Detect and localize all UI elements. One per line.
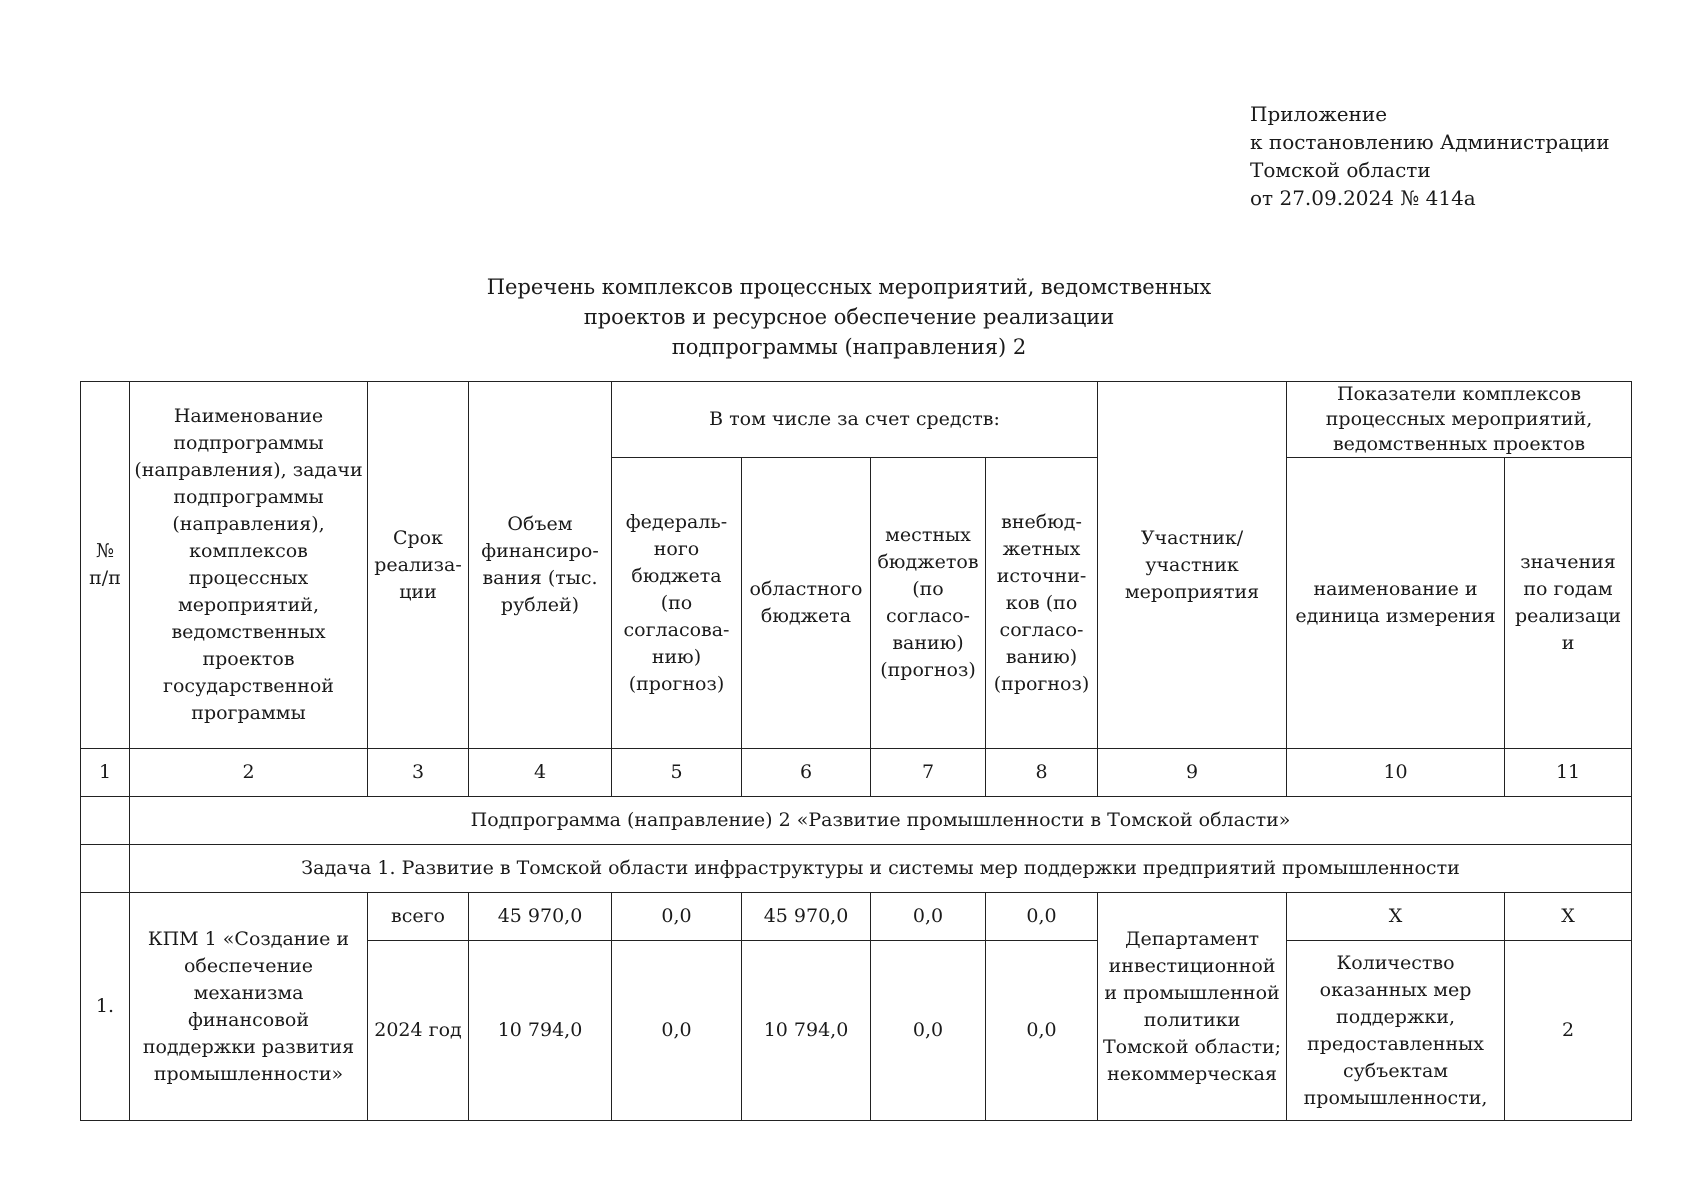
header-extra: внебюд-жетных источни-ков (по согласо-ванию) (прогноз) [986,458,1098,749]
appendix-line-3: Томской области [1250,158,1431,182]
col-number: 5 [612,749,742,797]
row-federal-2024: 0,0 [612,941,742,1121]
row-extra-total: 0,0 [986,893,1098,941]
appendix-line-1: Приложение [1250,102,1388,126]
col-number: 6 [742,749,871,797]
row-indicator-value-2024: 2 [1505,941,1632,1121]
title-line-2: проектов и ресурсное обеспечение реализации [583,305,1115,329]
header-num: № п/п [81,382,130,749]
appendix-line-2: к постановлению Администрации [1250,130,1610,154]
row-term-2024: 2024 год [368,941,469,1121]
subprogram-row [81,797,1632,845]
header-term: Срок реализа-ции [368,382,469,749]
row-extra-2024: 0,0 [986,941,1098,1121]
title-line-3: подпрограммы (направления) 2 [671,335,1027,359]
row-federal-total: 0,0 [612,893,742,941]
title-line-1: Перечень комплексов процессных мероприятий, ведомственных [486,275,1212,299]
task-title: Задача 1. Развитие в Томской области инфраструктуры и системы мер поддержки предприятий промышленности [130,845,1632,893]
row-local-2024: 0,0 [871,941,986,1121]
appendix-block [1250,100,1610,212]
header-name: Наименование подпрограммы (направления), задачи подпрограммы (направления), комплексов процессных мероприятий, ведомственных проектов государственной программы [130,382,368,749]
header-indicators: Показатели комплексов процессных мероприятий, ведомственных проектов [1287,382,1632,458]
col-number: 2 [130,749,368,797]
col-number: 10 [1287,749,1505,797]
row-regional-2024: 10 794,0 [742,941,871,1121]
program-table [80,381,1632,1121]
row-indicator-name-total: Х [1287,893,1505,941]
header-indicator-values: значения по годам реализации [1505,458,1632,749]
header-federal: федераль-ного бюджета (по согласова-нию) (прогноз) [612,458,742,749]
header-including: В том числе за счет средств: [612,382,1098,458]
subprogram-title: Подпрограмма (направление) 2 «Развитие промышленности в Томской области» [130,797,1632,845]
row-volume-total: 45 970,0 [469,893,612,941]
header-indicator-name: наименование и единица измерения [1287,458,1505,749]
row-participant: Департамент инвестиционной и промышленной политики Томской области; некоммерческая [1098,893,1287,1121]
row-indicator-name-2024: Количество оказанных мер поддержки, предоставленных субъектам промышленности, [1287,941,1505,1121]
row-term-total: всего [368,893,469,941]
appendix-line-4: от 27.09.2024 № 414а [1250,186,1476,210]
header-regional: областного бюджета [742,458,871,749]
col-number: 9 [1098,749,1287,797]
row-local-total: 0,0 [871,893,986,941]
column-number-row [81,749,1632,797]
col-number: 8 [986,749,1098,797]
row-name: КПМ 1 «Создание и обеспечение механизма финансовой поддержки развития промышленности» [130,893,368,1121]
col-number: 4 [469,749,612,797]
header-local: местных бюджетов (по согласо-ванию) (прогноз) [871,458,986,749]
col-number: 7 [871,749,986,797]
row-volume-2024: 10 794,0 [469,941,612,1121]
task-row [81,845,1632,893]
header-volume: Объем финансиро-вания (тыс. рублей) [469,382,612,749]
document-title [0,272,1698,362]
row-indicator-value-total: Х [1505,893,1632,941]
table-row [81,893,1632,941]
row-regional-total: 45 970,0 [742,893,871,941]
col-number: 11 [1505,749,1632,797]
col-number: 3 [368,749,469,797]
row-num: 1. [81,893,130,1121]
header-participant: Участник/ участник мероприятия [1098,382,1287,749]
col-number: 1 [81,749,130,797]
